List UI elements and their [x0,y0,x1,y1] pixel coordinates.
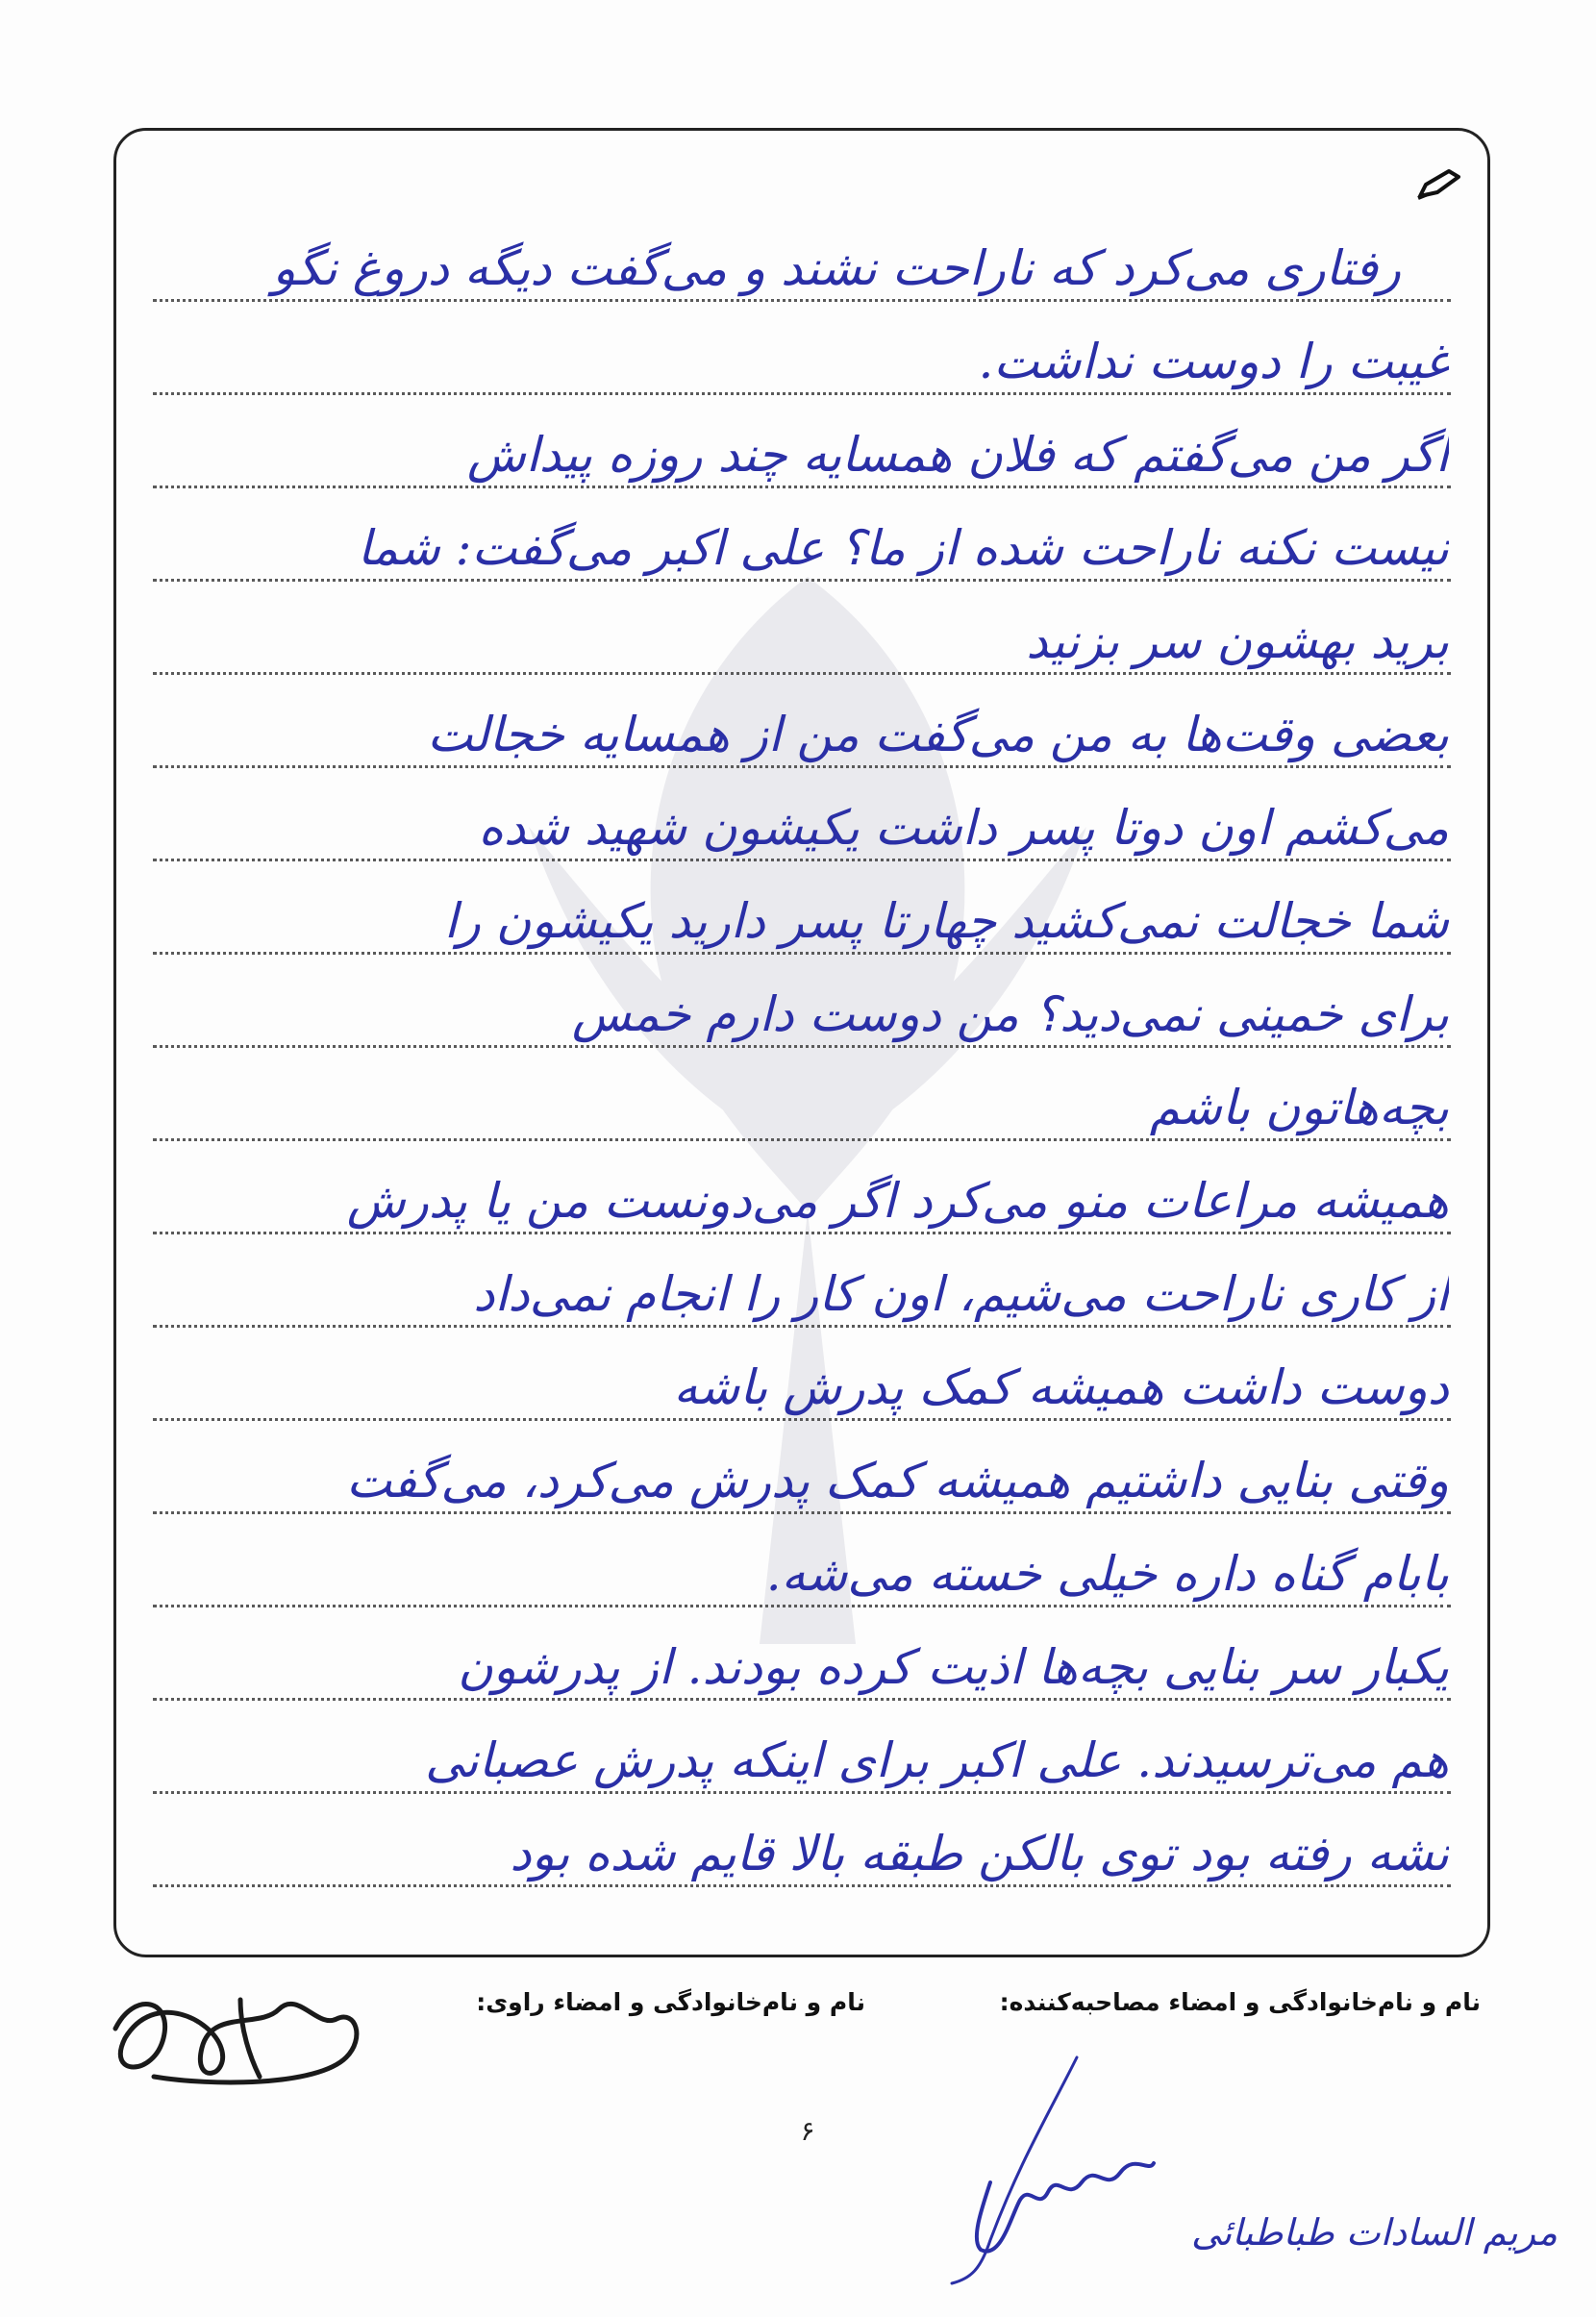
handwritten-line: هم می‌ترسیدند. علی اکبر برای اینکه پدرش عصبانی [425,1732,1449,1788]
handwritten-line: بابام گناه داره خیلی خسته می‌شه. [765,1546,1449,1602]
text-frame [113,128,1490,1957]
handwritten-line: رفتاری می‌کرد که ناراحت نشند و می‌گفت دیگه دروغ نگو [272,240,1401,296]
handwritten-line: غیبت را دوست نداشت. [978,334,1449,389]
handwritten-line: یکبار سر بنایی بچه‌ها اذیت کرده بودند. از پدرشون [458,1639,1449,1695]
handwritten-line: همیشه مراعات منو می‌کرد اگر می‌دونست من یا پدرش [346,1173,1449,1229]
narrator-signature-label: نام و نام‌خانوادگی و امضاء راوی: [476,1988,865,2016]
interviewer-signature [913,2048,1163,2288]
narrator-signature [96,1971,385,2105]
handwritten-line: وقتی بنایی داشتیم همیشه کمک پدرش می‌کرد، می‌گفت [346,1453,1449,1508]
interviewer-signature-label: نام و نام‌خانوادگی و امضاء مصاحبه‌کننده: [999,1988,1481,2016]
handwritten-line: شما خجالت نمی‌کشید چهارتا پسر دارید یکیشون را [443,893,1449,949]
handwritten-line: از کاری ناراحت می‌شیم، اون کار را انجام نمی‌داد [473,1266,1449,1322]
pen-icon [1416,167,1464,200]
interviewer-name-handwritten: مریم السادات طباطبائی [1190,2211,1558,2254]
handwritten-line: نشه رفته بود توی بالکن طبقه بالا قایم شده بود [510,1826,1449,1881]
handwritten-line: بعضی وقت‌ها به من می‌گفت من از همسایه خجالت [427,707,1449,762]
handwritten-line: اگر من می‌گفتم که فلان همسایه چند روزه پیداش [466,427,1449,483]
handwritten-line: دوست داشت همیشه کمک پدرش باشه [673,1359,1449,1415]
handwritten-line: نیست نکنه ناراحت شده از ما؟ علی اکبر می‌گفت: شما [357,520,1449,576]
handwritten-line: برای خمینی نمی‌دید؟ من دوست دارم خمس [571,986,1449,1042]
handwritten-line: می‌کشم اون دوتا پسر داشت یکیشون شهید شده [478,800,1449,856]
handwritten-line: برید بهشون سر بزنید [1026,613,1449,669]
handwritten-line: بچه‌هاتون باشم [1149,1080,1449,1135]
page-number: ۶ [800,2115,815,2147]
